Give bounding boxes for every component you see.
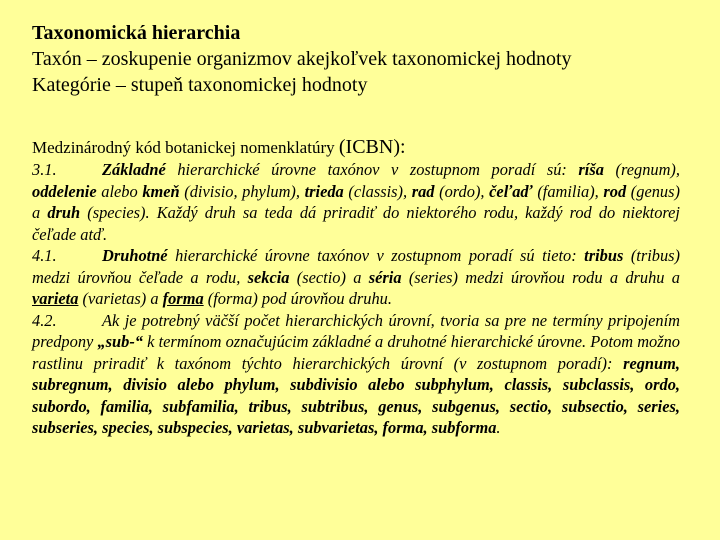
icbn-intro-text: Medzinárodný kód botanickej nomenklatúry xyxy=(32,138,339,157)
text-span: alebo xyxy=(96,181,143,201)
term-varieta: varieta xyxy=(32,289,79,308)
rule-number: 4.2. xyxy=(32,310,57,330)
text-span: (series) medzi úrovňou rodu a druhu a xyxy=(401,267,680,287)
rule-3-1 xyxy=(32,159,680,245)
text-span: k termínom označujúcim základné a druhotné hierarchické úrovne. Potom možno rastlinu priradiť k taxónom týchto hierarchických úrovní (v zostupnom poradí): xyxy=(32,332,680,373)
text-span: (familia), xyxy=(532,181,604,201)
text-span: (forma) pod úrovňou druhu. xyxy=(203,289,392,308)
page-title: Taxonomická hierarchia xyxy=(32,22,241,44)
term-tribus: tribus xyxy=(584,246,624,265)
term-seria: séria xyxy=(368,267,402,287)
text-span: (varietas) a xyxy=(78,289,163,308)
term-trieda: trieda xyxy=(304,181,344,201)
term-sub-prefix: „sub-“ xyxy=(97,332,144,351)
content-body xyxy=(32,136,680,439)
text-span: (divisio, phylum), xyxy=(179,181,305,201)
header xyxy=(32,20,572,98)
term-celad: čeľaď xyxy=(489,181,533,201)
rule-number: 4.1. xyxy=(32,246,57,265)
text-span: (species). Každý druh sa teda dá priradiť do niektorého rodu, každý rod do niektorej čeľade atď. xyxy=(32,203,680,244)
taxon-definition: Taxón – zoskupenie organizmov akejkoľvek taxonomickej hodnoty xyxy=(32,48,572,70)
term-druh: druh xyxy=(47,203,81,222)
category-definition: Kategórie – stupeň taxonomickej hodnoty xyxy=(32,74,368,96)
term-kmen: kmeň xyxy=(142,181,180,201)
text-span: hierarchické úrovne taxónov v zostupnom poradí sú: xyxy=(165,160,579,179)
text-span: Ak je potrebný väčší počet hierarchických úrovní, tvoria sa pre ne termíny pripojením predpony xyxy=(32,310,680,351)
term-rod: rod xyxy=(603,181,627,201)
icbn-intro xyxy=(32,136,680,159)
term-risa: ríša xyxy=(578,160,604,179)
text-span: (sectio) a xyxy=(289,267,369,287)
rule-4-1 xyxy=(32,245,680,310)
icbn-code: (ICBN): xyxy=(338,136,406,158)
term-sekcia: sekcia xyxy=(247,267,290,287)
text-span: (ordo), xyxy=(434,181,490,201)
term-druhotne: Druhotné xyxy=(102,246,168,265)
category-list: regnum, subregnum, divisio alebo phylum, subdivisio alebo subphylum, classis, subclassis, ordo, subordo, familia, subfamilia, tribus, subtribus, genus, subgenus, sectio, subsectio, series, subseries, species, subspecies, varietas, subvarietas, forma, subforma xyxy=(32,353,680,437)
rule-4-2 xyxy=(32,310,680,439)
term-forma: forma xyxy=(162,289,204,308)
term-rad: rad xyxy=(411,181,435,201)
rule-number: 3.1. xyxy=(32,160,57,179)
text-span: . xyxy=(496,418,501,437)
text-span: (regnum), xyxy=(603,160,680,179)
text-span: (genus) a xyxy=(32,181,680,222)
text-span: (tribus) medzi úrovňou čeľade a rodu, xyxy=(32,246,680,287)
text-span: hierarchické úrovne taxónov v zostupnom poradí sú tieto: xyxy=(167,246,585,265)
term-oddelenie: oddelenie xyxy=(32,181,97,201)
term-zakladne: Základné xyxy=(102,160,166,179)
text-span: (classis), xyxy=(343,181,412,201)
